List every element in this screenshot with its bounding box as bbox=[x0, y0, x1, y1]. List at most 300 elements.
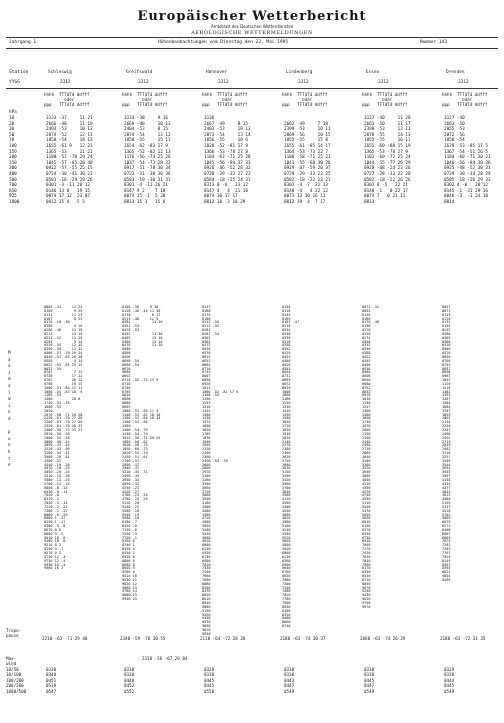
significant-level-line: 3040 bbox=[362, 454, 371, 459]
upper-level-cell: 1365 -53 11 21 bbox=[46, 149, 93, 155]
upper-level-cell: 0729 -30 -34 28 29 bbox=[444, 172, 491, 177]
significant-level-line: 9010 16 -6 bbox=[44, 535, 66, 540]
column-heading-line: hhhh TTTdTd ddfff bbox=[362, 92, 408, 97]
significant-column bbox=[44, 306, 82, 571]
significant-level-line: 1787 bbox=[442, 408, 451, 413]
upper-level-cell: 2663 -50 11 17 bbox=[364, 121, 411, 127]
significant-level-line: 0478 11 10 bbox=[122, 343, 163, 348]
significant-level-line: 7060 bbox=[282, 577, 291, 582]
significant-level-line: 8367 bbox=[442, 562, 451, 567]
significant-level-line: 1148 -53 -82 18 10 bbox=[122, 412, 161, 417]
significant-level-line: 5520 bbox=[282, 535, 291, 540]
significant-level-line: 1345 bbox=[202, 408, 211, 413]
pressure-level: 150 bbox=[9, 149, 17, 155]
significant-level-line: 1253 bbox=[202, 401, 211, 406]
significant-level-line: 2890 -47 bbox=[122, 462, 140, 467]
maxwind-row-label: 1000/500 bbox=[6, 688, 27, 694]
significant-level-line: 9940 15 bbox=[122, 597, 137, 602]
significant-level-line: 2982 bbox=[442, 447, 451, 452]
significant-level-line: 7020 bbox=[202, 562, 211, 567]
significant-level-line: 9960 16 2 bbox=[44, 566, 64, 571]
significant-level-line: 7924 bbox=[442, 554, 451, 559]
significant-level-line: 1060 -52 -85 17 9 bbox=[122, 408, 159, 413]
significant-level-line: 5702 bbox=[442, 512, 451, 517]
significant-level-line: 6180 -7 bbox=[122, 520, 137, 525]
significant-level-line: 3120 -43 -56 bbox=[44, 447, 70, 452]
significant-level-line: 0588 bbox=[122, 347, 131, 352]
upper-level-cell: 0074 7 0 21 11 bbox=[364, 194, 406, 200]
significant-level-line: 3257 bbox=[442, 454, 451, 459]
upper-level-cell: 0146 13 8 19 15 bbox=[46, 188, 90, 194]
significant-level-line: 5290 bbox=[362, 504, 371, 509]
significant-level-line: 0888 bbox=[122, 401, 131, 406]
significant-level-line: 9200 9 bbox=[122, 570, 135, 575]
upper-level-cell: 1180 -58 -71 25 21 bbox=[284, 155, 331, 161]
significant-level-line: 0290 bbox=[282, 331, 291, 336]
significant-level-line: 9680 13 bbox=[122, 585, 137, 590]
significant-level-line: 1487 bbox=[442, 397, 451, 402]
significant-level-line: 8710 bbox=[362, 577, 371, 582]
upper-level-cell: 0145 -1 -31 29 16 bbox=[444, 188, 488, 194]
significant-level-line: 8600 bbox=[282, 620, 291, 625]
significant-level-line: 2002 bbox=[442, 416, 451, 421]
upper-level-cell: 2399 -53 10 11 bbox=[284, 127, 331, 133]
upper-level-cell: 1858 -54 bbox=[444, 138, 465, 144]
significant-level-line: 0500 bbox=[442, 347, 451, 352]
significant-level-line: 2600 bbox=[202, 462, 211, 467]
significant-level-line: 8940 9 bbox=[122, 566, 135, 571]
column-heading bbox=[202, 92, 247, 107]
significant-level-line: 9940 bbox=[202, 631, 211, 636]
significant-level-line: 3860 bbox=[362, 474, 371, 479]
significant-level-line: 0085 -34 12 22 bbox=[44, 305, 83, 309]
significant-level-line: 0569 bbox=[362, 370, 371, 375]
significant-level-line: 0710 bbox=[202, 366, 211, 371]
significant-level-line: 0220 bbox=[362, 328, 371, 333]
maximalwind-letter: e bbox=[8, 462, 11, 468]
significant-level-line: 3420 bbox=[282, 477, 291, 482]
significant-level-line: 0692 bbox=[122, 374, 131, 379]
significant-level-line: 0928 bbox=[202, 381, 211, 386]
significant-level-line: 1360 bbox=[122, 424, 131, 429]
pressure-level: 850 bbox=[9, 188, 17, 194]
significant-level-line: 0576 bbox=[442, 351, 451, 356]
upper-level-cell: 1828 -52 -81 17 9 bbox=[204, 144, 248, 149]
maxwind-value: 0549 bbox=[364, 688, 375, 694]
upper-level-cell: 1037 -54 -73 28 32 bbox=[124, 160, 171, 166]
significant-level-line: 1080 bbox=[282, 393, 291, 398]
significant-column bbox=[442, 306, 451, 583]
station-code: 2312 bbox=[378, 80, 389, 85]
significant-level-line: 4643 bbox=[442, 489, 451, 494]
significant-level-line: 9320 bbox=[202, 612, 211, 617]
significant-level-line: 2020 -55 -79 bbox=[122, 451, 148, 456]
significant-level-line: 0455 bbox=[282, 354, 291, 359]
significant-level-line: 1260 -52 -85 16 14 bbox=[122, 416, 161, 421]
upper-level-cell: 0303 -4 -7 21 13 bbox=[284, 183, 328, 189]
significant-level-line: 0570 bbox=[202, 351, 211, 356]
significant-level-line: 6272 bbox=[442, 524, 451, 529]
significant-level-line: 9160 18 -6 bbox=[44, 539, 66, 544]
maximalwind-letter: a bbox=[8, 356, 11, 362]
significant-level-line: 0678 bbox=[122, 366, 131, 371]
maxwind-value: 0549 bbox=[284, 688, 295, 694]
station-label: Station bbox=[9, 70, 29, 75]
significant-level-line: 0555 9 14 bbox=[44, 358, 83, 363]
significant-level-line: 2260 -63 -70 27 30 bbox=[44, 420, 83, 425]
significant-level-line: 1100 -55 bbox=[202, 393, 220, 398]
significant-level-line: 4812 bbox=[442, 493, 451, 498]
upper-level-cell: 0046 -3 -3 24 10 bbox=[444, 194, 488, 200]
significant-level-line: 0221 -52 11 20 bbox=[44, 335, 83, 340]
significant-level-line: 6550 bbox=[362, 531, 371, 536]
significant-level-line: 4984 bbox=[442, 497, 451, 502]
significant-level-line: 0465 13 10 bbox=[122, 335, 163, 340]
significant-level-line: 5518 bbox=[442, 508, 451, 513]
significant-level-line: 8822 bbox=[442, 570, 451, 575]
significant-level-line: 0445 bbox=[362, 358, 371, 363]
significant-level-line: 3280 -34 -41 bbox=[44, 451, 70, 456]
significant-level-line: 7200 bbox=[282, 581, 291, 586]
significant-level-line: 8300 -3 -8 bbox=[44, 524, 66, 529]
maxwind-value: 0444 bbox=[444, 677, 455, 683]
significant-level-line: 4210 bbox=[362, 481, 371, 486]
significant-level-line: 0178 8 17 bbox=[122, 312, 161, 317]
significant-level-line: 0167 8 22 bbox=[44, 316, 83, 321]
upper-level-cell: 1045 -57 -85 28 48 bbox=[46, 160, 93, 166]
significant-level-line: 8290 1 -17 bbox=[44, 520, 66, 525]
upper-level-cell: 0074 17 12 23 07 bbox=[46, 194, 90, 200]
upper-level-cell: 1044 -55 -77 26 29 bbox=[364, 160, 411, 166]
significant-level-line: 8080 bbox=[202, 581, 211, 586]
significant-level-line: 6190 bbox=[362, 524, 371, 529]
pressure-level: 10 bbox=[9, 116, 15, 121]
significant-level-line: 1684 bbox=[442, 404, 451, 409]
upper-level-cell: 3133 -37 11 21 bbox=[46, 116, 93, 121]
upper-level-cell: 0928 -48 -24 23 26 bbox=[364, 166, 411, 172]
significant-level-line: 7810 bbox=[362, 558, 371, 563]
upper-level-cell: 0012 15 4 5 5 bbox=[46, 200, 85, 205]
upper-level-cell: 2403 -53 10 13 bbox=[204, 127, 251, 133]
significant-level-line: 0731 bbox=[282, 374, 291, 379]
significant-level-line: 0660 -54 bbox=[122, 362, 140, 367]
significant-level-line: 2468 bbox=[442, 431, 451, 436]
significant-level-line: 2290 bbox=[362, 435, 371, 440]
significant-level-line: 0429 bbox=[282, 351, 291, 356]
significant-level-line: 4050 -32 bbox=[122, 481, 140, 486]
station-code: 2312 bbox=[458, 80, 469, 85]
upper-level-cell: 1365 -52 -82 12 13 bbox=[124, 149, 171, 155]
significant-level-line: 0242 bbox=[442, 328, 451, 333]
maxwind-value: 0330 bbox=[124, 667, 135, 672]
significant-level-line: 8310 -2 bbox=[44, 497, 59, 502]
tropopause-value: 2180 -63 -72 31 35 bbox=[440, 636, 486, 641]
significant-level-line: 6730 bbox=[202, 554, 211, 559]
significant-level-line: 0540 bbox=[202, 347, 211, 352]
significant-level-line: 9970 bbox=[362, 604, 371, 609]
significant-level-line: 0837 bbox=[442, 366, 451, 371]
significant-level-line: 1250 bbox=[282, 401, 291, 406]
significant-level-line: 3692 bbox=[442, 466, 451, 471]
column-heading-line: oder bbox=[282, 97, 313, 102]
station-name: Lindenberg bbox=[286, 70, 313, 75]
significant-level-line: 1430 bbox=[202, 416, 211, 421]
significant-level-line: 2120 -61 -76 27 30 bbox=[44, 416, 83, 421]
significant-level-line: 9054 bbox=[442, 574, 451, 579]
significant-level-line: 3700 bbox=[282, 485, 291, 490]
significant-level-line: 5480 -18 bbox=[122, 508, 140, 513]
significant-level-line: 2450 -63 -70 bbox=[202, 458, 228, 463]
significant-level-line: 0118 bbox=[282, 308, 291, 313]
significant-level-line: 0213 -50 bbox=[202, 320, 220, 325]
significant-level-line: 0740 bbox=[122, 385, 131, 390]
significant-level-line: 0490 bbox=[362, 362, 371, 367]
significant-level-line: 1410 bbox=[282, 408, 291, 413]
maximalwind-letter: n bbox=[8, 442, 11, 448]
significant-level-line: 0640 bbox=[442, 354, 451, 359]
significant-level-line: 8940 bbox=[202, 600, 211, 605]
significant-level-line: 1650 bbox=[282, 420, 291, 425]
significant-level-line: 5470 bbox=[362, 508, 371, 513]
maxwind-value: 0330 bbox=[284, 667, 295, 672]
significant-level-line: 5240 bbox=[282, 527, 291, 532]
significant-level-line: 0480 bbox=[282, 358, 291, 363]
significant-level-line: 0390 -55 12 12 bbox=[44, 347, 83, 352]
pressure-level: 700 bbox=[9, 183, 17, 189]
significant-level-line: 1800 -53 bbox=[44, 404, 62, 409]
significant-level-line: 4780 -22 -29 bbox=[122, 497, 148, 502]
significant-level-line: 1000 -51 -84 17 11 bbox=[44, 385, 83, 390]
significant-level-line: 7660 bbox=[202, 574, 211, 579]
significant-level-line: 8740 bbox=[282, 624, 291, 629]
maxwind-value: 0330 bbox=[364, 672, 375, 678]
significant-level-line: 1870 bbox=[362, 424, 371, 429]
significant-level-line: 0665 bbox=[202, 362, 211, 367]
significant-level-line: 3650 -33 bbox=[122, 477, 140, 482]
significant-level-line: 0452 11 10 bbox=[122, 331, 163, 336]
significant-level-line: 2120 bbox=[202, 447, 211, 452]
column-heading-line: oder bbox=[44, 97, 75, 102]
significant-level-line: 6079 bbox=[442, 520, 451, 525]
significant-level-line: 2970 bbox=[202, 470, 211, 475]
significant-level-line: 3997 bbox=[442, 474, 451, 479]
upper-level-cell: 0723 -31 -38 30 36 bbox=[124, 172, 171, 177]
significant-level-line: 3118 bbox=[442, 451, 451, 456]
significant-level-line: 9780 14 bbox=[122, 589, 137, 594]
significant-level-line: 7630 bbox=[362, 554, 371, 559]
station-names bbox=[0, 70, 504, 78]
maximalwind-letter: m bbox=[8, 376, 11, 382]
significant-level-line: 1380 bbox=[202, 412, 211, 417]
significant-level-line: 6468 bbox=[442, 527, 451, 532]
pressure-level: 70 bbox=[9, 138, 15, 144]
significant-level-line: 9730 12 -4 bbox=[44, 558, 66, 563]
significant-level-line: 0615 bbox=[202, 354, 211, 359]
significant-level-line: 0872 bbox=[282, 381, 291, 386]
significant-level-line: 3690 bbox=[362, 470, 371, 475]
maximalwind-letter: x bbox=[8, 363, 11, 369]
station-code: 2312 bbox=[218, 80, 229, 85]
significant-level-line: 8040 bbox=[282, 604, 291, 609]
maxwind-value: 0330 bbox=[364, 667, 375, 672]
significant-level-line: 7090 bbox=[362, 543, 371, 548]
significant-level-line: 7074 bbox=[442, 539, 451, 544]
upper-level-cell: 0147 9 2 7 18 bbox=[124, 188, 166, 194]
column-heading-line: oder bbox=[202, 97, 233, 102]
significant-level-line: 1820 -58 -73 bbox=[122, 443, 148, 448]
significant-level-line: 0300 bbox=[362, 339, 371, 344]
maxwind-value: 0550 bbox=[204, 688, 215, 694]
maxwind-row-label: 200/200 bbox=[6, 683, 24, 689]
significant-level-line: 0187 -47 bbox=[282, 320, 300, 325]
significant-level-line: 6220 bbox=[202, 547, 211, 552]
significant-level-line: 0131 bbox=[442, 320, 451, 325]
significant-level-line: 5800 bbox=[282, 543, 291, 548]
significant-level-line: 0538 bbox=[362, 366, 371, 371]
upper-level-cell: 0922 -57 -55 25 15 bbox=[46, 166, 93, 172]
significant-level-line: 0895 bbox=[122, 404, 131, 409]
significant-level-line: 9930 15 -4 bbox=[44, 562, 66, 567]
tropopause-label1: Tropo- bbox=[6, 628, 22, 633]
upper-level-cell: 1655 -61 -85 14 17 bbox=[284, 144, 331, 149]
upper-level-cell: 1364 -53 -73 22 7 bbox=[284, 149, 328, 155]
significant-level-line: 3560 bbox=[282, 481, 291, 486]
upper-level-cell: 1046 -56 -84 30 36 bbox=[444, 160, 491, 166]
significant-level-line: 0363 bbox=[202, 339, 211, 344]
upper-level-cell: 2073 -54 13 14 bbox=[204, 132, 251, 138]
significant-level-line: 0762 20 12 bbox=[44, 378, 83, 383]
significant-level-line: 0283 bbox=[202, 328, 211, 333]
significant-level-line: 1060 -52 -81 17 9 bbox=[202, 389, 239, 394]
significant-level-line: 2592 bbox=[442, 435, 451, 440]
issue-number: Nummer 143 bbox=[420, 40, 448, 45]
maxwind-value: 0340 bbox=[46, 672, 57, 678]
significant-level-line: 3600 bbox=[202, 485, 211, 490]
maxwind-value: 0330 bbox=[284, 672, 295, 678]
significant-level-line: 2849 bbox=[442, 443, 451, 448]
significant-level-line: 6780 bbox=[282, 570, 291, 575]
upper-level-cell: 2404 -53 10 12 bbox=[46, 127, 93, 133]
significant-level-line: 8670 8 0 bbox=[44, 527, 62, 532]
significant-level-line: 5380 bbox=[282, 531, 291, 536]
column-heading-line: hhhh TTTdTd ddfff bbox=[282, 92, 328, 97]
tropopause-value: 2340 -59 -70 30 55 bbox=[120, 636, 166, 641]
significant-level-line: 3520 bbox=[362, 466, 371, 471]
significant-level-line: 9410 10 bbox=[122, 574, 137, 579]
significant-level-line: 0072 -32 bbox=[362, 305, 380, 309]
significant-level-line: 7620 bbox=[282, 593, 291, 598]
significant-level-line: 6900 bbox=[202, 558, 211, 563]
significant-level-line: 0967 bbox=[442, 374, 451, 379]
significant-level-line: 0898 bbox=[442, 370, 451, 375]
station-name: Dresden bbox=[446, 70, 465, 75]
significant-level-line: 6450 -8 bbox=[122, 524, 137, 529]
maxwind-value: 0330 bbox=[204, 672, 215, 678]
significant-level-line: 0654 bbox=[282, 370, 291, 375]
significant-level-line: 6010 bbox=[362, 520, 371, 525]
significant-level-line: 3880 bbox=[202, 493, 211, 498]
significant-level-line: 2150 bbox=[362, 431, 371, 436]
upper-level-cell: 0724 -30 -41 30 23 bbox=[46, 172, 93, 177]
significant-level-line: 1214 bbox=[442, 385, 451, 390]
significant-level-line: 0312 bbox=[362, 343, 371, 348]
significant-level-line: 8280 bbox=[202, 585, 211, 590]
upper-level-cell: 0582 -18 -22 23 21 bbox=[284, 177, 331, 183]
significant-level-line: 2719 bbox=[442, 439, 451, 444]
significant-level-line: 5100 bbox=[282, 524, 291, 529]
significant-level-line: 0707 7 12 bbox=[44, 370, 83, 375]
significant-level-line: 8180 bbox=[282, 608, 291, 613]
maximalwind-letter: d bbox=[8, 416, 11, 421]
upper-level-cell: 2055 -53 bbox=[444, 127, 465, 133]
significant-level-line: 8320 bbox=[282, 612, 291, 617]
significant-level-line: 2347 bbox=[442, 428, 451, 432]
significant-level-line: 0528 bbox=[282, 362, 291, 367]
upper-level-cell: 0585 -18 -26 29 33 bbox=[444, 177, 491, 183]
tropopause-row bbox=[0, 636, 504, 644]
significant-level-line: 9520 11 bbox=[122, 577, 137, 582]
significant-level-line: 0109 9 25 bbox=[44, 308, 83, 313]
upper-level-cell: 3133 -38 9 16 bbox=[124, 116, 168, 121]
significant-level-line: 0131 11 23 bbox=[44, 312, 83, 317]
station-code: 2312 bbox=[138, 80, 149, 85]
pressure-level: 400 bbox=[9, 172, 17, 177]
significant-level-line: 2580 bbox=[362, 443, 371, 448]
significant-level-line: 0124 bbox=[442, 316, 451, 321]
significant-level-line: 5337 bbox=[442, 504, 451, 509]
maxwind-row-label: 10/50 bbox=[6, 667, 19, 672]
maxwind-value: 0447 bbox=[284, 683, 295, 689]
significant-level-line: 3260 bbox=[202, 477, 211, 482]
significant-level-line: 7340 bbox=[282, 585, 291, 590]
maximalwind-letter: w bbox=[8, 396, 11, 402]
significant-level-line: 0104 bbox=[282, 305, 291, 309]
significant-level-line: 0472 bbox=[202, 343, 211, 348]
station-name: Hannover bbox=[206, 70, 228, 75]
significant-level-line: 8450 2 bbox=[122, 551, 135, 555]
significant-level-line: 8650 bbox=[202, 593, 211, 598]
maxwind-value: 0552 bbox=[124, 688, 135, 694]
significant-level-line: 2610 -50 -58 bbox=[44, 431, 70, 436]
column-heading-line: ppp TTTdTd ddfff bbox=[362, 102, 408, 107]
upper-level-cell: 1045 -56 -94 37 33 bbox=[204, 160, 251, 166]
maximalwind-letter: M bbox=[8, 350, 11, 355]
significant-level-line: 1990 bbox=[202, 439, 211, 444]
significant-level-line: 9430 bbox=[362, 593, 371, 598]
significant-level-line: 8800 6 bbox=[122, 558, 135, 563]
upper-level-cell: 0012 18 3 18 29 bbox=[204, 200, 246, 205]
significant-level-line: 3350 bbox=[202, 481, 211, 486]
significant-level-line: 0798 19 15 bbox=[44, 381, 83, 386]
upper-level-cell: 0917 -51 -78 30 34 bbox=[124, 166, 171, 172]
significant-level-line: 0057 bbox=[442, 305, 451, 309]
maximalwind-letter: l bbox=[8, 389, 11, 395]
significant-level-line: 3150 bbox=[282, 470, 291, 475]
upper-level-cell: 0013 15 1 15 6 bbox=[124, 200, 166, 205]
upper-level-cell: 1180 -57 -70 29 24 bbox=[46, 155, 93, 161]
significant-level-line: 2620 bbox=[282, 454, 291, 459]
significant-level-line: 9610 bbox=[362, 597, 371, 602]
significant-level-line: 4930 bbox=[362, 497, 371, 502]
significant-level-line: 5889 bbox=[442, 516, 451, 521]
page-title: Europäischer Wetterbericht bbox=[137, 9, 367, 24]
significant-level-line: 9250 9 -1 bbox=[44, 547, 64, 552]
upper-level-cell: 0925 -48 -52 30 31 bbox=[444, 166, 491, 172]
significant-level-line: 5980 -10 bbox=[122, 516, 140, 521]
pressure-level: 925 bbox=[9, 194, 17, 200]
significant-level-line: 7493 bbox=[442, 547, 451, 552]
significant-level-line: 6370 bbox=[362, 527, 371, 532]
